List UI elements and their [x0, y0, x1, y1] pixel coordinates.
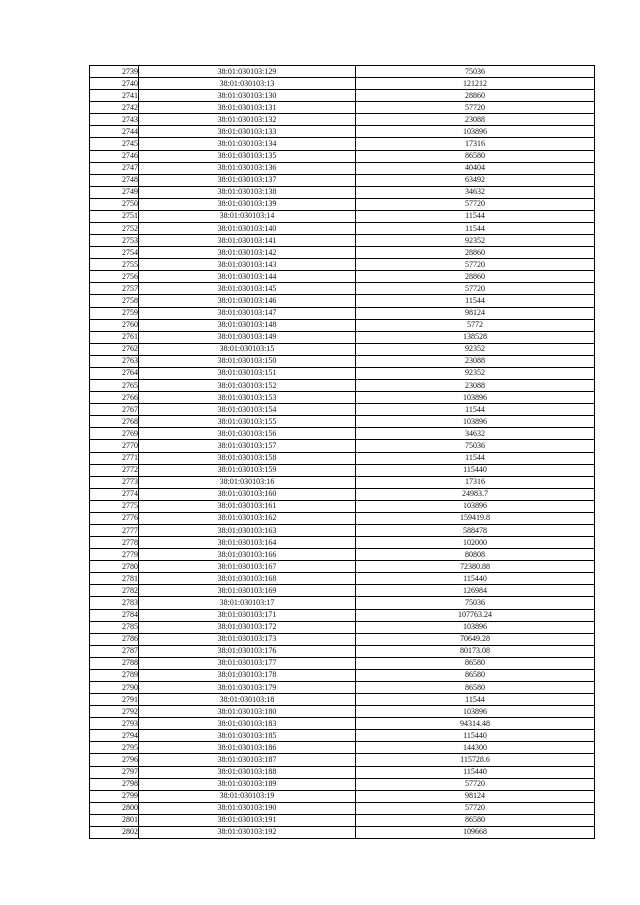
cadastral-number-cell: 38:01:030103:191 — [139, 814, 356, 826]
table-row — [90, 694, 595, 706]
table-row — [90, 754, 595, 766]
row-number-cell: 2739 — [90, 66, 139, 78]
cadastral-number-cell: 38:01:030103:142 — [139, 247, 356, 259]
row-number-cell: 2785 — [90, 621, 139, 633]
value-cell: 17316 — [356, 138, 595, 150]
cadastral-number-cell: 38:01:030103:176 — [139, 645, 356, 657]
table-row — [90, 573, 595, 585]
row-number-cell: 2757 — [90, 283, 139, 295]
value-cell: 34632 — [356, 428, 595, 440]
table-row — [90, 198, 595, 210]
row-number-cell: 2792 — [90, 706, 139, 718]
table-row — [90, 307, 595, 319]
value-cell: 5772 — [356, 319, 595, 331]
cadastral-number-cell: 38:01:030103:171 — [139, 609, 356, 621]
row-number-cell: 2798 — [90, 778, 139, 790]
cadastral-number-cell: 38:01:030103:13 — [139, 78, 356, 90]
table-row — [90, 174, 595, 186]
value-cell: 98124 — [356, 307, 595, 319]
value-cell: 11544 — [356, 210, 595, 222]
value-cell: 588478 — [356, 524, 595, 536]
cadastral-number-cell: 38:01:030103:159 — [139, 464, 356, 476]
value-cell: 103896 — [356, 500, 595, 512]
value-cell: 28860 — [356, 90, 595, 102]
cadastral-number-cell: 38:01:030103:135 — [139, 150, 356, 162]
cadastral-number-cell: 38:01:030103:186 — [139, 742, 356, 754]
cadastral-number-cell: 38:01:030103:152 — [139, 380, 356, 392]
table-row — [90, 669, 595, 681]
table-row — [90, 718, 595, 730]
cadastral-number-cell: 38:01:030103:14 — [139, 210, 356, 222]
cadastral-number-cell: 38:01:030103:145 — [139, 283, 356, 295]
value-cell: 159419.8 — [356, 512, 595, 524]
cadastral-number-cell: 38:01:030103:192 — [139, 826, 356, 838]
table-row — [90, 549, 595, 561]
value-cell: 115440 — [356, 766, 595, 778]
row-number-cell: 2775 — [90, 500, 139, 512]
row-number-cell: 2780 — [90, 561, 139, 573]
row-number-cell: 2774 — [90, 488, 139, 500]
cadastral-table-body — [90, 66, 595, 839]
row-number-cell: 2745 — [90, 138, 139, 150]
value-cell: 86580 — [356, 681, 595, 693]
table-row — [90, 464, 595, 476]
cadastral-number-cell: 38:01:030103:143 — [139, 259, 356, 271]
value-cell: 138528 — [356, 331, 595, 343]
cadastral-number-cell: 38:01:030103:183 — [139, 718, 356, 730]
row-number-cell: 2791 — [90, 694, 139, 706]
row-number-cell: 2764 — [90, 367, 139, 379]
cadastral-number-cell: 38:01:030103:153 — [139, 392, 356, 404]
row-number-cell: 2784 — [90, 609, 139, 621]
row-number-cell: 2740 — [90, 78, 139, 90]
table-row — [90, 585, 595, 597]
row-number-cell: 2801 — [90, 814, 139, 826]
table-row — [90, 645, 595, 657]
row-number-cell: 2773 — [90, 476, 139, 488]
row-number-cell: 2750 — [90, 198, 139, 210]
table-row — [90, 404, 595, 416]
table-row — [90, 706, 595, 718]
value-cell: 115728.6 — [356, 754, 595, 766]
cadastral-number-cell: 38:01:030103:133 — [139, 126, 356, 138]
table-row — [90, 657, 595, 669]
row-number-cell: 2742 — [90, 102, 139, 114]
cadastral-number-cell: 38:01:030103:185 — [139, 730, 356, 742]
table-row — [90, 609, 595, 621]
row-number-cell: 2753 — [90, 235, 139, 247]
cadastral-number-cell: 38:01:030103:138 — [139, 186, 356, 198]
table-row — [90, 380, 595, 392]
value-cell: 103896 — [356, 392, 595, 404]
cadastral-number-cell: 38:01:030103:160 — [139, 488, 356, 500]
table-row — [90, 597, 595, 609]
row-number-cell: 2789 — [90, 669, 139, 681]
value-cell: 126984 — [356, 585, 595, 597]
cadastral-number-cell: 38:01:030103:131 — [139, 102, 356, 114]
value-cell: 34632 — [356, 186, 595, 198]
row-number-cell: 2797 — [90, 766, 139, 778]
cadastral-number-cell: 38:01:030103:19 — [139, 790, 356, 802]
value-cell: 70649.28 — [356, 633, 595, 645]
table-row — [90, 150, 595, 162]
row-number-cell: 2746 — [90, 150, 139, 162]
table-row — [90, 633, 595, 645]
row-number-cell: 2794 — [90, 730, 139, 742]
cadastral-number-cell: 38:01:030103:147 — [139, 307, 356, 319]
row-number-cell: 2771 — [90, 452, 139, 464]
row-number-cell: 2754 — [90, 247, 139, 259]
table-row — [90, 681, 595, 693]
table-row — [90, 295, 595, 307]
cadastral-number-cell: 38:01:030103:187 — [139, 754, 356, 766]
value-cell: 17316 — [356, 476, 595, 488]
value-cell: 11544 — [356, 452, 595, 464]
row-number-cell: 2755 — [90, 259, 139, 271]
table-row — [90, 488, 595, 500]
cadastral-number-cell: 38:01:030103:173 — [139, 633, 356, 645]
row-number-cell: 2788 — [90, 657, 139, 669]
row-number-cell: 2743 — [90, 114, 139, 126]
value-cell: 98124 — [356, 790, 595, 802]
value-cell: 92352 — [356, 343, 595, 355]
row-number-cell: 2776 — [90, 512, 139, 524]
row-number-cell: 2763 — [90, 355, 139, 367]
row-number-cell: 2783 — [90, 597, 139, 609]
cadastral-number-cell: 38:01:030103:179 — [139, 681, 356, 693]
value-cell: 109668 — [356, 826, 595, 838]
row-number-cell: 2748 — [90, 174, 139, 186]
cadastral-number-cell: 38:01:030103:167 — [139, 561, 356, 573]
value-cell: 102000 — [356, 537, 595, 549]
cadastral-number-cell: 38:01:030103:154 — [139, 404, 356, 416]
table-row — [90, 440, 595, 452]
value-cell: 92352 — [356, 235, 595, 247]
table-row — [90, 416, 595, 428]
table-row — [90, 138, 595, 150]
row-number-cell: 2802 — [90, 826, 139, 838]
row-number-cell: 2796 — [90, 754, 139, 766]
cadastral-number-cell: 38:01:030103:177 — [139, 657, 356, 669]
table-row — [90, 126, 595, 138]
table-row — [90, 355, 595, 367]
table-row — [90, 223, 595, 235]
table-row — [90, 766, 595, 778]
table-row — [90, 367, 595, 379]
value-cell: 11544 — [356, 694, 595, 706]
cadastral-number-cell: 38:01:030103:144 — [139, 271, 356, 283]
cadastral-number-cell: 38:01:030103:130 — [139, 90, 356, 102]
table-row — [90, 790, 595, 802]
value-cell: 86580 — [356, 150, 595, 162]
cadastral-number-cell: 38:01:030103:161 — [139, 500, 356, 512]
value-cell: 57720 — [356, 802, 595, 814]
cadastral-number-cell: 38:01:030103:155 — [139, 416, 356, 428]
cadastral-number-cell: 38:01:030103:189 — [139, 778, 356, 790]
value-cell: 24983.7 — [356, 488, 595, 500]
row-number-cell: 2768 — [90, 416, 139, 428]
row-number-cell: 2766 — [90, 392, 139, 404]
cadastral-number-cell: 38:01:030103:163 — [139, 524, 356, 536]
table-row — [90, 186, 595, 198]
table-row — [90, 319, 595, 331]
cadastral-number-cell: 38:01:030103:146 — [139, 295, 356, 307]
value-cell: 86580 — [356, 657, 595, 669]
value-cell: 57720 — [356, 102, 595, 114]
value-cell: 57720 — [356, 778, 595, 790]
table-row — [90, 500, 595, 512]
table-row — [90, 524, 595, 536]
table-row — [90, 730, 595, 742]
cadastral-number-cell: 38:01:030103:17 — [139, 597, 356, 609]
table-row — [90, 283, 595, 295]
table-row — [90, 210, 595, 222]
row-number-cell: 2772 — [90, 464, 139, 476]
cadastral-number-cell: 38:01:030103:164 — [139, 537, 356, 549]
row-number-cell: 2781 — [90, 573, 139, 585]
cadastral-number-cell: 38:01:030103:139 — [139, 198, 356, 210]
row-number-cell: 2759 — [90, 307, 139, 319]
value-cell: 75036 — [356, 597, 595, 609]
table-row — [90, 826, 595, 838]
table-row — [90, 537, 595, 549]
cadastral-number-cell: 38:01:030103:168 — [139, 573, 356, 585]
row-number-cell: 2778 — [90, 537, 139, 549]
row-number-cell: 2744 — [90, 126, 139, 138]
row-number-cell: 2765 — [90, 380, 139, 392]
row-number-cell: 2747 — [90, 162, 139, 174]
row-number-cell: 2758 — [90, 295, 139, 307]
value-cell: 75036 — [356, 440, 595, 452]
value-cell: 23088 — [356, 355, 595, 367]
value-cell: 103896 — [356, 621, 595, 633]
table-row — [90, 90, 595, 102]
value-cell: 63492 — [356, 174, 595, 186]
row-number-cell: 2777 — [90, 524, 139, 536]
cadastral-number-cell: 38:01:030103:148 — [139, 319, 356, 331]
cadastral-number-cell: 38:01:030103:18 — [139, 694, 356, 706]
cadastral-number-cell: 38:01:030103:162 — [139, 512, 356, 524]
table-row — [90, 259, 595, 271]
cadastral-number-cell: 38:01:030103:190 — [139, 802, 356, 814]
value-cell: 28860 — [356, 271, 595, 283]
row-number-cell: 2752 — [90, 223, 139, 235]
table-row — [90, 742, 595, 754]
cadastral-number-cell: 38:01:030103:137 — [139, 174, 356, 186]
cadastral-number-cell: 38:01:030103:15 — [139, 343, 356, 355]
value-cell: 115440 — [356, 573, 595, 585]
cadastral-number-cell: 38:01:030103:158 — [139, 452, 356, 464]
table-row — [90, 247, 595, 259]
table-row — [90, 561, 595, 573]
row-number-cell: 2782 — [90, 585, 139, 597]
value-cell: 57720 — [356, 283, 595, 295]
cadastral-number-cell: 38:01:030103:140 — [139, 223, 356, 235]
row-number-cell: 2795 — [90, 742, 139, 754]
value-cell: 94314.48 — [356, 718, 595, 730]
row-number-cell: 2770 — [90, 440, 139, 452]
cadastral-number-cell: 38:01:030103:141 — [139, 235, 356, 247]
table-row — [90, 452, 595, 464]
table-row — [90, 78, 595, 90]
value-cell: 121212 — [356, 78, 595, 90]
table-row — [90, 235, 595, 247]
cadastral-number-cell: 38:01:030103:166 — [139, 549, 356, 561]
cadastral-number-cell: 38:01:030103:151 — [139, 367, 356, 379]
value-cell: 80808 — [356, 549, 595, 561]
row-number-cell: 2761 — [90, 331, 139, 343]
value-cell: 23088 — [356, 114, 595, 126]
row-number-cell: 2787 — [90, 645, 139, 657]
value-cell: 144300 — [356, 742, 595, 754]
value-cell: 40404 — [356, 162, 595, 174]
value-cell: 86580 — [356, 669, 595, 681]
row-number-cell: 2760 — [90, 319, 139, 331]
row-number-cell: 2800 — [90, 802, 139, 814]
cadastral-number-cell: 38:01:030103:16 — [139, 476, 356, 488]
cadastral-number-cell: 38:01:030103:169 — [139, 585, 356, 597]
table-row — [90, 331, 595, 343]
value-cell: 57720 — [356, 259, 595, 271]
row-number-cell: 2741 — [90, 90, 139, 102]
cadastral-number-cell: 38:01:030103:134 — [139, 138, 356, 150]
table-row — [90, 162, 595, 174]
value-cell: 72380.88 — [356, 561, 595, 573]
table-row — [90, 814, 595, 826]
table-row — [90, 271, 595, 283]
value-cell: 75036 — [356, 66, 595, 78]
row-number-cell: 2751 — [90, 210, 139, 222]
row-number-cell: 2790 — [90, 681, 139, 693]
cadastral-number-cell: 38:01:030103:149 — [139, 331, 356, 343]
value-cell: 107763.24 — [356, 609, 595, 621]
cadastral-number-cell: 38:01:030103:157 — [139, 440, 356, 452]
table-row — [90, 66, 595, 78]
value-cell: 23088 — [356, 380, 595, 392]
table-row — [90, 102, 595, 114]
value-cell: 115440 — [356, 730, 595, 742]
table-row — [90, 512, 595, 524]
table-row — [90, 343, 595, 355]
row-number-cell: 2767 — [90, 404, 139, 416]
row-number-cell: 2793 — [90, 718, 139, 730]
table-row — [90, 114, 595, 126]
row-number-cell: 2799 — [90, 790, 139, 802]
value-cell: 57720 — [356, 198, 595, 210]
value-cell: 11544 — [356, 295, 595, 307]
cadastral-table — [89, 65, 595, 839]
row-number-cell: 2762 — [90, 343, 139, 355]
cadastral-number-cell: 38:01:030103:132 — [139, 114, 356, 126]
cadastral-number-cell: 38:01:030103:150 — [139, 355, 356, 367]
cadastral-number-cell: 38:01:030103:188 — [139, 766, 356, 778]
cadastral-number-cell: 38:01:030103:129 — [139, 66, 356, 78]
table-row — [90, 428, 595, 440]
value-cell: 11544 — [356, 223, 595, 235]
value-cell: 28860 — [356, 247, 595, 259]
cadastral-number-cell: 38:01:030103:180 — [139, 706, 356, 718]
cadastral-number-cell: 38:01:030103:156 — [139, 428, 356, 440]
value-cell: 103896 — [356, 706, 595, 718]
cadastral-number-cell: 38:01:030103:136 — [139, 162, 356, 174]
cadastral-number-cell: 38:01:030103:178 — [139, 669, 356, 681]
value-cell: 115440 — [356, 464, 595, 476]
value-cell: 92352 — [356, 367, 595, 379]
row-number-cell: 2779 — [90, 549, 139, 561]
value-cell: 11544 — [356, 404, 595, 416]
value-cell: 80173.08 — [356, 645, 595, 657]
row-number-cell: 2769 — [90, 428, 139, 440]
table-row — [90, 476, 595, 488]
table-row — [90, 778, 595, 790]
row-number-cell: 2756 — [90, 271, 139, 283]
value-cell: 86580 — [356, 814, 595, 826]
row-number-cell: 2749 — [90, 186, 139, 198]
cadastral-number-cell: 38:01:030103:172 — [139, 621, 356, 633]
value-cell: 103896 — [356, 416, 595, 428]
table-row — [90, 392, 595, 404]
value-cell: 103896 — [356, 126, 595, 138]
row-number-cell: 2786 — [90, 633, 139, 645]
table-row — [90, 802, 595, 814]
table-row — [90, 621, 595, 633]
